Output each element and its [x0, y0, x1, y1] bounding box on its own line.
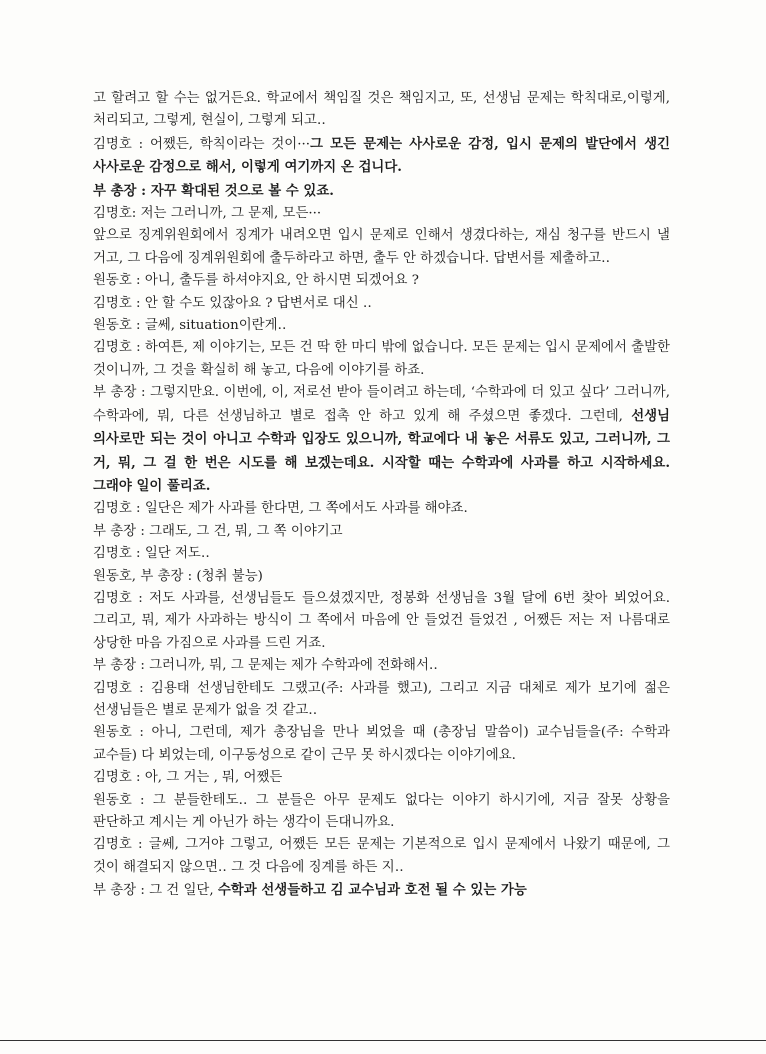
- transcript-paragraph: [93, 180, 670, 203]
- transcript-paragraph: [93, 133, 670, 180]
- paragraph-text: 고 할려고 할 수는 없거든요. 학교에서 책임질 것은 책임지고, 또, 선생님 문제는 학칙대로,이렇게, 처리되고, 그렇게, 현실이, 그렇게 되고‥: [93, 91, 670, 129]
- transcript-paragraph: [93, 293, 670, 315]
- paragraph-text: 원동호 : 글쎄, situation이란게‥: [93, 318, 287, 334]
- emphasized-text: 그 모든 문제는 사사로운 감정, 입시 문제의 발단에서 생긴 사사로운 감정으로 해서, 이렇게 여기까지 온 겁니다.: [93, 135, 670, 176]
- paragraph-text: 김명호: 저는 그러니까, 그 문제, 모든···: [93, 206, 322, 222]
- paragraph-text: 원동호 : 아니, 그런데, 제가 총장님을 만나 뵈었을 때 (총장님 말씀이) 교수님들을(주: 수학과 교수들) 다 뵈었는데, 이구동성으로 같이 근무 못 하시겠다는 이야기에요.: [93, 725, 670, 763]
- bottom-rule: [0, 1040, 766, 1041]
- transcript-paragraph: [93, 790, 670, 835]
- transcript-paragraph: [93, 315, 670, 337]
- paragraph-text: 김명호 : 아, 그 거는 , 뭐, 어쨌든: [93, 770, 283, 786]
- transcript-paragraph: [93, 203, 670, 225]
- transcript-paragraph: [93, 498, 670, 520]
- transcript-paragraph: [93, 225, 670, 270]
- paragraph-text: 부 총장 : 그래도, 그 건, 뭐, 그 쪽 이야기고: [93, 523, 343, 539]
- paragraph-text: 원동호 : 그 분들한테도‥ 그 분들은 아무 문제도 없다는 이야기 하시기에, 지금 잘못 상황을 판단하고 계시는 게 아닌가 하는 생각이 든대니까요.: [93, 792, 670, 830]
- transcript-paragraph: [93, 270, 670, 292]
- transcript-paragraph: [93, 655, 670, 677]
- paragraph-text: 앞으로 징계위원회에서 징계가 내려오면 입시 문제로 인해서 생겼다하는, 재심 청구를 반드시 낼 거고, 그 다음에 징계위원회에 출두하라고 하면, 출두 안 하겠습니다. 답변서를 제출하고‥: [93, 228, 670, 266]
- transcript-paragraph: [93, 337, 670, 382]
- paragraph-text: 김명호 : 일단은 제가 사과를 한다면, 그 쪽에서도 사과를 해야죠.: [93, 501, 468, 517]
- paragraph-text: 김명호 : 글쎄, 그거야 그렇고, 어쨌든 모든 문제는 기본적으로 입시 문제에서 나왔기 때문에, 그 것이 해결되지 않으면‥ 그 것 다음에 징계를 하든 지‥: [93, 837, 670, 875]
- paragraph-text: 부 총장 : 그렇지만요. 이번에, 이, 저로선 받아 들이려고 하는데, ‘수학과에 더 있고 싶다’ 그러니까, 수학과에, 뭐, 다른 선생님하고 별로 접촉 안 하고 있게 해 주셨으면 좋겠다. 그런데,: [93, 385, 670, 424]
- transcript-paragraph: [93, 543, 670, 565]
- paragraph-text: 김명호 : 일단 저도‥: [93, 546, 210, 562]
- transcript-paragraph: [93, 88, 670, 133]
- paragraph-text: 원동호, 부 총장 : (청취 불능): [93, 568, 263, 584]
- transcript-paragraph: [93, 722, 670, 767]
- transcript-paragraph: [93, 566, 670, 588]
- paragraph-text: 김명호 : 어쨌든, 학칙이라는 것이···: [93, 136, 310, 152]
- emphasized-text: 선생님 의사로만 되는 것이 아니고 수학과 입장도 있으니까, 학교에다 내 놓은 서류도 있고, 그러니까, 그 거, 뭐, 그 걸 한 번은 시도를 해 보겠는데요. 시작할 때는 수학과에 사과를 하고 시작하세요. 그래야 일이 풀리죠.: [93, 407, 670, 494]
- transcript-paragraph: [93, 382, 670, 498]
- transcript-paragraph: [93, 678, 670, 723]
- transcript-paragraph: [93, 879, 670, 902]
- transcript-paragraph: [93, 521, 670, 543]
- paragraph-text: 부 총장 : 그러니까, 뭐, 그 문제는 제가 수학과에 전화해서‥: [93, 658, 438, 674]
- paragraph-text: 원동호 : 아니, 출두를 하셔야지요, 안 하시면 되겠어요 ?: [93, 273, 419, 289]
- transcript-paragraph: [93, 834, 670, 879]
- transcript-body: [93, 88, 670, 903]
- paragraph-text: 김명호 : 안 할 수도 있잖아요 ? 답변서로 대신 ‥: [93, 295, 372, 311]
- transcript-paragraph: [93, 767, 670, 789]
- emphasized-text: 수학과 선생들하고 김 교수님과 호전 될 수 있는 가능: [217, 882, 527, 899]
- paragraph-text: 김명호 : 저도 사과를, 선생님들도 들으셨겠지만, 정봉화 선생님을 3월 달에 6번 찾아 뵈었어요. 그리고, 뭐, 제가 사과하는 방식이 그 쪽에서 마음에 안 들었건 들었건 , 어쨌든 저는 저 나름대로 상당한 마음 가짐으로 사과를 드린 거죠.: [93, 590, 670, 651]
- emphasized-text: 부 총장 : 자꾸 확대된 것으로 볼 수 있죠.: [93, 182, 334, 199]
- paragraph-text: 김명호 : 하여튼, 제 이야기는, 모든 건 딱 한 마디 밖에 없습니다. 모든 문제는 입시 문제에서 출발한 것이니까, 그 것을 확실히 해 놓고, 다음에 이야기를 하죠.: [93, 340, 670, 378]
- paragraph-text: 부 총장 : 그 건 일단,: [93, 883, 218, 899]
- transcript-paragraph: [93, 588, 670, 655]
- paragraph-text: 김명호 : 김용태 선생님한테도 그랬고(주: 사과를 했고), 그리고 지금 대체로 제가 보기에 젊은 선생님들은 별로 문제가 없을 것 같고‥: [93, 680, 670, 718]
